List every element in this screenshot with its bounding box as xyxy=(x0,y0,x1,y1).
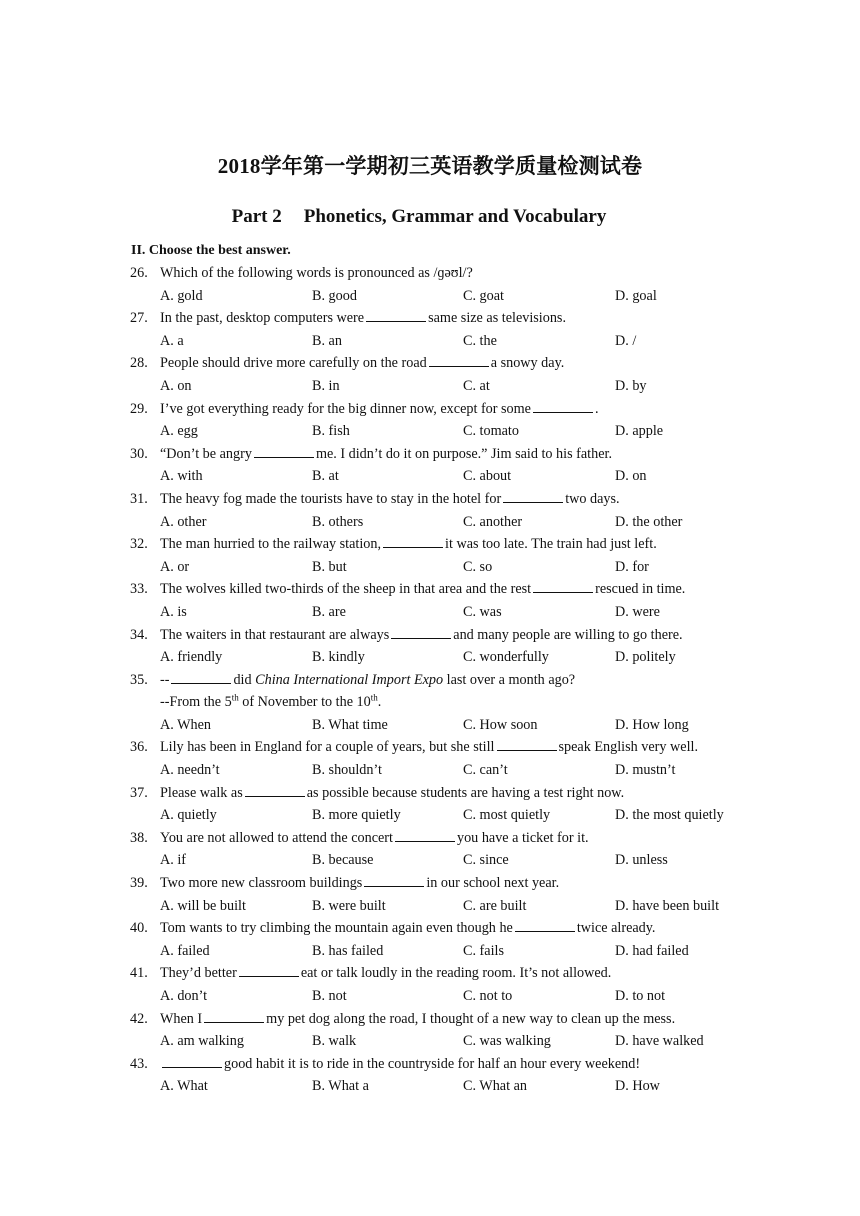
question-text-segment: eat or talk loudly in the reading room. It’s not allowed. xyxy=(300,965,612,982)
option-d[interactable]: D. mustn’t xyxy=(615,762,676,779)
option-a[interactable]: A. quietly xyxy=(160,807,217,824)
question-text-segment: Please walk as xyxy=(160,784,243,801)
options-row xyxy=(0,420,860,443)
option-c[interactable]: C. What an xyxy=(463,1078,527,1095)
option-c[interactable]: C. goat xyxy=(463,287,504,304)
question-text-segment: Which of the following words is pronounced as /ɡəʊl/? xyxy=(160,265,473,281)
question-text-segment: as possible because students are having a test right now. xyxy=(306,784,625,801)
option-b[interactable]: B. were built xyxy=(312,897,386,914)
question-text xyxy=(160,443,612,466)
question-text xyxy=(160,578,685,601)
question-text-segment: a snowy day. xyxy=(490,355,565,372)
question-text xyxy=(160,352,564,375)
dialogue-text xyxy=(160,691,381,714)
option-b[interactable]: B. at xyxy=(312,468,339,485)
option-b[interactable]: B. good xyxy=(312,287,357,304)
question-text-segment: Lily has been in England for a couple of years, but she still xyxy=(160,739,495,756)
question-text-segment: did xyxy=(233,671,256,688)
answer-blank xyxy=(533,400,593,413)
question-text-segment: -- xyxy=(160,671,170,688)
option-a[interactable]: A. failed xyxy=(160,942,210,959)
option-c[interactable]: C. fails xyxy=(463,942,504,959)
option-a[interactable]: A. gold xyxy=(160,287,203,304)
answer-blank xyxy=(503,490,563,503)
section-heading: II. Choose the best answer. xyxy=(131,243,291,258)
question-text-segment: and many people are willing to go there. xyxy=(453,626,683,643)
option-a[interactable]: A. if xyxy=(160,852,187,869)
question-item xyxy=(0,443,860,488)
option-b[interactable]: B. walk xyxy=(312,1033,357,1050)
option-b[interactable]: B. because xyxy=(312,852,374,869)
option-d[interactable]: D. for xyxy=(615,558,649,575)
dialogue-segment: . xyxy=(377,694,382,711)
question-text-segment: me. I didn’t do it on purpose.” Jim said to his father. xyxy=(315,445,612,462)
option-d[interactable]: D. goal xyxy=(615,287,657,304)
question-number: 29. xyxy=(130,400,148,417)
question-stem-line xyxy=(0,962,860,985)
question-text-segment: two days. xyxy=(565,490,620,507)
question-item xyxy=(0,782,860,827)
question-text xyxy=(160,669,575,692)
question-stem-line xyxy=(0,307,860,330)
question-number: 35. xyxy=(130,671,148,688)
question-text-segment: I’ve got everything ready for the big dinner now, except for some xyxy=(160,400,531,417)
option-d[interactable]: D. have walked xyxy=(615,1033,704,1050)
question-text-segment: In the past, desktop computers were xyxy=(160,310,365,327)
question-item xyxy=(0,827,860,872)
question-stem-line xyxy=(0,1053,860,1076)
answer-blank xyxy=(171,671,231,684)
option-c[interactable]: C. was walking xyxy=(463,1033,551,1050)
question-stem-line xyxy=(0,262,860,285)
option-d[interactable]: D. by xyxy=(615,377,647,394)
question-text xyxy=(160,872,559,895)
question-number: 31. xyxy=(130,490,148,507)
question-text-segment: rescued in time. xyxy=(595,581,686,598)
question-number: 27. xyxy=(130,310,148,327)
question-item xyxy=(0,872,860,917)
dialogue-segment: --From the 5 xyxy=(160,694,232,711)
question-number: 39. xyxy=(130,875,148,892)
options-row xyxy=(0,556,860,579)
options-row xyxy=(0,714,860,737)
question-number: 33. xyxy=(130,581,148,598)
question-text xyxy=(160,736,698,759)
question-text-segment: good habit it is to ride in the countryside for half an hour every weekend! xyxy=(224,1055,641,1072)
options-row xyxy=(0,465,860,488)
options-row xyxy=(0,285,860,308)
answer-dialogue-line xyxy=(0,691,860,714)
options-row xyxy=(0,759,860,782)
question-number: 36. xyxy=(130,739,148,756)
option-a[interactable]: A. on xyxy=(160,377,192,394)
option-c[interactable]: C. tomato xyxy=(463,423,519,440)
option-d[interactable]: D. were xyxy=(615,603,660,620)
option-d[interactable]: D. have been built xyxy=(615,897,720,914)
question-text xyxy=(160,827,589,850)
option-c[interactable]: C. the xyxy=(463,332,497,349)
option-a[interactable]: A. needn’t xyxy=(160,762,220,779)
option-a[interactable]: A. What xyxy=(160,1078,208,1095)
question-text-segment: same size as televisions. xyxy=(428,310,566,327)
question-stem-line xyxy=(0,872,860,895)
question-text-segment: . xyxy=(594,400,599,417)
question-text-segment: “Don’t be angry xyxy=(160,445,252,462)
question-item xyxy=(0,669,860,737)
question-number: 26. xyxy=(130,265,148,281)
option-a[interactable]: A. egg xyxy=(160,423,198,440)
option-d[interactable]: D. the other xyxy=(615,513,683,530)
part-label: Part 2 xyxy=(231,206,282,227)
option-a[interactable]: A. or xyxy=(160,558,190,575)
option-b[interactable]: B. in xyxy=(312,377,340,394)
question-text-segment: The man hurried to the railway station, xyxy=(160,536,382,553)
question-text-segment: They’d better xyxy=(160,965,237,982)
question-text xyxy=(160,917,655,940)
question-text-segment: twice already. xyxy=(576,920,656,937)
option-a[interactable]: A. with xyxy=(160,468,203,485)
option-b[interactable]: B. What time xyxy=(312,716,388,733)
question-stem-line xyxy=(0,352,860,375)
options-row xyxy=(0,375,860,398)
question-stem-line xyxy=(0,917,860,940)
options-row xyxy=(0,511,860,534)
answer-blank xyxy=(429,354,489,367)
question-stem-line xyxy=(0,827,860,850)
question-number: 43. xyxy=(130,1055,148,1072)
question-item xyxy=(0,398,860,443)
option-b[interactable]: B. more quietly xyxy=(312,807,401,824)
question-text-segment: you have a ticket for it. xyxy=(456,829,589,846)
question-number: 28. xyxy=(130,355,148,372)
option-a[interactable]: A. am walking xyxy=(160,1033,244,1050)
answer-blank xyxy=(366,309,426,322)
answer-blank xyxy=(239,964,299,977)
option-d[interactable]: D. to not xyxy=(615,988,666,1004)
question-stem-line xyxy=(0,533,860,556)
question-stem-line xyxy=(0,443,860,466)
options-row xyxy=(0,601,860,624)
option-b[interactable]: B. not xyxy=(312,988,347,1004)
question-text-italic: China International Import Expo xyxy=(255,671,444,688)
option-c[interactable]: C. so xyxy=(463,558,493,575)
question-item xyxy=(0,962,860,1007)
options-row xyxy=(0,985,860,1008)
option-d[interactable]: D. / xyxy=(615,332,637,349)
option-b[interactable]: B. fish xyxy=(312,423,350,440)
question-list xyxy=(0,262,860,1098)
answer-blank xyxy=(162,1055,222,1068)
option-b[interactable]: B. are xyxy=(312,603,346,620)
option-a[interactable]: A. When xyxy=(160,716,211,733)
option-d[interactable]: D. the most quietly xyxy=(615,807,724,824)
question-text-segment: in our school next year. xyxy=(426,875,560,892)
options-row xyxy=(0,646,860,669)
question-text xyxy=(160,398,599,421)
option-d[interactable]: D. politely xyxy=(615,649,676,666)
question-item xyxy=(0,624,860,669)
option-b[interactable]: B. kindly xyxy=(312,649,365,666)
answer-blank xyxy=(497,738,557,751)
dialogue-segment: of November to the 10 xyxy=(242,694,371,711)
question-stem-line xyxy=(0,736,860,759)
option-a[interactable]: A. don’t xyxy=(160,988,208,1004)
option-a[interactable]: A. will be built xyxy=(160,897,246,914)
question-number: 30. xyxy=(130,445,148,462)
option-b[interactable]: B. has failed xyxy=(312,942,384,959)
question-text-segment: Two more new classroom buildings xyxy=(160,875,363,892)
options-row xyxy=(0,849,860,872)
question-text-segment: speak English very well. xyxy=(558,739,698,756)
answer-blank xyxy=(395,829,455,842)
option-a[interactable]: A. a xyxy=(160,332,184,349)
question-number: 42. xyxy=(130,1010,148,1027)
question-stem-line xyxy=(0,782,860,805)
question-text xyxy=(160,307,566,330)
question-item xyxy=(0,488,860,533)
question-text xyxy=(160,1008,675,1031)
options-row xyxy=(0,1075,860,1098)
question-text-segment: Tom wants to try climbing the mountain again even though he xyxy=(160,920,513,937)
option-c[interactable]: C. How soon xyxy=(463,716,538,733)
option-c[interactable]: C. most quietly xyxy=(463,807,551,824)
superscript: th xyxy=(231,692,239,703)
question-item xyxy=(0,578,860,623)
question-text-segment: last over a month ago? xyxy=(446,671,576,688)
question-stem-line xyxy=(0,578,860,601)
question-text-segment: The waiters in that restaurant are always xyxy=(160,626,390,643)
question-text-segment: my pet dog along the road, I thought of a new way to clean up the mess. xyxy=(266,1010,676,1027)
option-d[interactable]: D. How long xyxy=(615,716,689,733)
question-text-segment: The heavy fog made the tourists have to stay in the hotel for xyxy=(160,490,502,507)
part-heading xyxy=(0,206,838,228)
question-number: 40. xyxy=(130,920,148,937)
option-b[interactable]: B. shouldn’t xyxy=(312,762,382,779)
option-c[interactable]: C. since xyxy=(463,852,509,869)
answer-blank xyxy=(204,1010,264,1023)
option-d[interactable]: D. How xyxy=(615,1078,660,1095)
question-item xyxy=(0,917,860,962)
option-a[interactable]: A. other xyxy=(160,513,207,530)
question-number: 37. xyxy=(130,784,148,801)
option-c[interactable]: C. wonderfully xyxy=(463,649,549,666)
options-row xyxy=(0,940,860,963)
option-d[interactable]: D. unless xyxy=(615,852,668,869)
question-number: 32. xyxy=(130,536,148,553)
question-item xyxy=(0,1008,860,1053)
question-text-segment: The wolves killed two-thirds of the sheep in that area and the rest xyxy=(160,581,532,598)
option-c[interactable]: C. are built xyxy=(463,897,527,914)
question-stem-line xyxy=(0,669,860,692)
question-number: 41. xyxy=(130,965,148,982)
answer-blank xyxy=(245,784,305,797)
options-row xyxy=(0,895,860,918)
answer-blank xyxy=(391,626,451,639)
question-text-segment: You are not allowed to attend the concert xyxy=(160,829,393,846)
page-title: 2018学年第一学期初三英语教学质量检测试卷 xyxy=(217,154,643,178)
question-text xyxy=(160,533,657,556)
question-stem-line xyxy=(0,1008,860,1031)
answer-blank xyxy=(533,580,593,593)
option-d[interactable]: D. apple xyxy=(615,423,664,440)
question-text-segment: People should drive more carefully on the road xyxy=(160,355,427,372)
question-number: 34. xyxy=(130,626,148,643)
question-text-segment: When I xyxy=(160,1010,203,1027)
part-name: Phonetics, Grammar and Vocabulary xyxy=(303,206,607,227)
option-c[interactable]: C. another xyxy=(463,513,523,530)
option-d[interactable]: D. had failed xyxy=(615,942,689,959)
question-text xyxy=(160,624,683,647)
option-b[interactable]: B. What a xyxy=(312,1078,369,1095)
answer-blank xyxy=(364,874,424,887)
question-text xyxy=(160,962,611,985)
option-c[interactable]: C. can’t xyxy=(463,762,508,779)
option-c[interactable]: C. was xyxy=(463,603,502,620)
option-b[interactable]: B. but xyxy=(312,558,347,575)
option-d[interactable]: D. on xyxy=(615,468,647,485)
option-a[interactable]: A. friendly xyxy=(160,649,223,666)
option-b[interactable]: B. others xyxy=(312,513,364,530)
options-row xyxy=(0,1030,860,1053)
option-a[interactable]: A. is xyxy=(160,603,187,620)
option-c[interactable]: C. at xyxy=(463,377,490,394)
question-item xyxy=(0,262,860,307)
question-stem-line xyxy=(0,398,860,421)
question-item xyxy=(0,352,860,397)
answer-blank xyxy=(515,919,575,932)
question-item xyxy=(0,307,860,352)
question-text xyxy=(160,1053,640,1076)
question-item xyxy=(0,1053,860,1098)
option-c[interactable]: C. about xyxy=(463,468,512,485)
question-text xyxy=(160,488,620,511)
question-item xyxy=(0,533,860,578)
options-row xyxy=(0,804,860,827)
option-b[interactable]: B. an xyxy=(312,332,342,349)
question-item xyxy=(0,736,860,781)
option-c[interactable]: C. not to xyxy=(463,988,513,1004)
answer-blank xyxy=(254,445,314,458)
question-text xyxy=(160,262,473,285)
question-number: 38. xyxy=(130,829,148,846)
question-text-segment: it was too late. The train had just left. xyxy=(445,536,657,553)
superscript: th xyxy=(370,692,378,703)
question-stem-line xyxy=(0,488,860,511)
question-stem-line xyxy=(0,624,860,647)
answer-blank xyxy=(383,535,443,548)
options-row xyxy=(0,330,860,353)
question-text xyxy=(160,782,624,805)
